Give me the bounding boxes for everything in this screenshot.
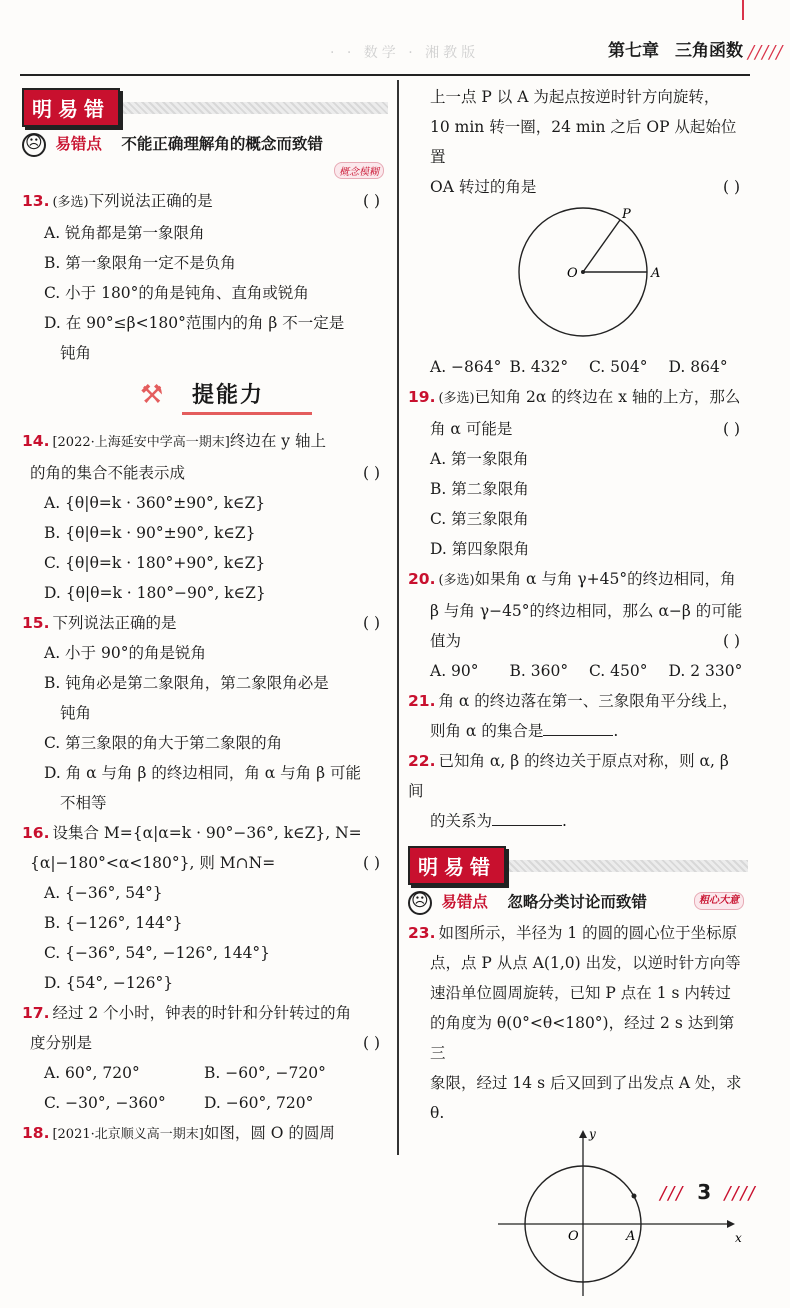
option-a: A. −864° <box>430 358 502 376</box>
label-o: O <box>568 1229 579 1244</box>
x-arrow <box>727 1220 735 1228</box>
option-a: A. 90° <box>430 662 479 680</box>
top-frame <box>0 0 790 28</box>
error-point-2 <box>408 886 748 918</box>
banner-title: 明易错 <box>408 846 506 885</box>
question-number: 14. <box>22 432 50 450</box>
question-stem: 已知角 2α 的终边在 x 轴的上方，那么 <box>474 388 741 406</box>
option-c: C. 第三象限角 <box>430 510 529 528</box>
question-stem: 如果角 α 与角 γ+45°的终边相同，角 <box>474 570 736 588</box>
question-20 <box>408 564 748 686</box>
banner-bar <box>468 860 748 872</box>
question-line: 速沿单位圆周旋转，已知 P 点在 1 s 内转过 <box>430 984 731 1002</box>
question-tag: (多选) <box>438 391 475 406</box>
column-divider <box>397 80 399 1155</box>
question-stem: 下列说法正确的是 <box>88 192 213 210</box>
question-18-continued <box>408 82 748 382</box>
wrench-icon: ⚒ <box>140 380 164 410</box>
option-b: B. 432° <box>509 358 569 376</box>
y-arrow <box>579 1130 587 1138</box>
question-stem: 已知角 α, β 的终边关于原点对称，则 α, β 间 <box>408 752 729 800</box>
option-d: D. {θ|θ=k · 180°−90°, k∈Z} <box>44 584 266 602</box>
point-p <box>632 1194 637 1199</box>
error-label: 易错点 <box>55 135 102 153</box>
question-tag: (多选) <box>52 195 89 210</box>
option-c: C. −30°, −360° <box>44 1094 166 1112</box>
label-o: O <box>567 266 578 281</box>
option-b: B. 360° <box>509 662 569 680</box>
answer-paren: ( ) <box>362 854 380 872</box>
question-source: [2021·北京顺义高一期末] <box>52 1127 204 1142</box>
question-number: 15. <box>22 614 50 632</box>
answer-paren: ( ) <box>362 192 380 210</box>
option-c: C. 504° <box>589 358 648 376</box>
answer-paren: ( ) <box>362 1034 380 1052</box>
question-13 <box>22 186 388 368</box>
question-22 <box>408 746 748 836</box>
frame-line <box>742 0 744 20</box>
option-a: A. {−36°, 54°} <box>44 884 163 902</box>
option-c: C. {−36°, 54°, −126°, 144°} <box>44 944 271 962</box>
option-b: B. 钝角必是第二象限角，第二象限角必是 <box>44 674 329 692</box>
question-number: 21. <box>408 692 436 710</box>
option-b: B. {θ|θ=k · 90°±90°, k∈Z} <box>44 524 256 542</box>
question-line: 上一点 P 以 A 为起点按逆时针方向旋转， <box>430 88 720 106</box>
question-15 <box>22 608 388 818</box>
right-column <box>408 82 748 1298</box>
left-column <box>22 88 388 1150</box>
question-stem: 终边在 y 轴上 <box>229 432 326 450</box>
label-a: A <box>626 1229 636 1244</box>
option-a: A. 60°, 720° <box>44 1064 140 1082</box>
sad-face-icon <box>22 133 46 157</box>
question-21 <box>408 686 748 746</box>
question-stem: 如图，圆 O 的圆周 <box>203 1124 335 1142</box>
stamp-label: 粗心大意 <box>694 892 744 910</box>
option-c: C. 小于 180°的角是钝角、直角或锐角 <box>44 284 309 302</box>
ability-title: 提能力 <box>192 383 265 408</box>
circle-diagram <box>408 202 748 352</box>
footer-stripes-left: /// <box>660 1183 685 1204</box>
question-number: 16. <box>22 824 50 842</box>
question-number: 23. <box>408 924 436 942</box>
banner-ming-yi-cuo-2 <box>408 846 748 886</box>
option-d: D. 第四象限角 <box>430 540 530 558</box>
label-y: y <box>589 1128 596 1141</box>
banner-title: 明易错 <box>22 88 120 127</box>
option-d-cont: 不相等 <box>60 794 107 812</box>
question-line: 如图所示，半径为 1 的圆的圆心位于坐标原 <box>438 924 738 942</box>
sad-face-icon <box>408 891 432 915</box>
question-stem: 下列说法正确的是 <box>52 614 177 632</box>
question-number: 19. <box>408 388 436 406</box>
answer-paren: ( ) <box>722 632 740 650</box>
error-text: 不能正确理解角的概念而致错 <box>121 135 323 153</box>
error-text: 忽略分类讨论而致错 <box>507 893 647 911</box>
option-c: C. 450° <box>589 662 648 680</box>
question-source: [2022·上海延安中学高一期末] <box>52 435 230 450</box>
page-number: 3 <box>697 1180 712 1204</box>
chapter-number: 第七章 <box>608 41 659 61</box>
question-17 <box>22 998 388 1118</box>
question-line: 的角度为 θ(0°<θ<180°)，经过 2 s 达到第三 <box>430 1014 735 1062</box>
option-d: D. 2 330° <box>668 662 743 680</box>
answer-paren: ( ) <box>722 178 740 196</box>
option-b: B. 第二象限角 <box>430 480 529 498</box>
answer-paren: ( ) <box>362 614 380 632</box>
question-18 <box>22 1118 388 1150</box>
question-stem-cont: 的角的集合不能表示成 <box>30 464 186 482</box>
label-p: P <box>622 207 631 222</box>
banner-ming-yi-cuo <box>22 88 388 128</box>
figure-unit-circle <box>408 1128 748 1298</box>
option-b-cont: 钝角 <box>60 704 92 722</box>
question-stem: 经过 2 个小时，钟表的时针和分针转过的角 <box>52 1004 352 1022</box>
question-line: 点，点 P 从点 A(1,0) 出发，以逆时针方向等 <box>430 954 741 972</box>
label-a: A <box>651 266 661 281</box>
question-stem-cont: 值为 <box>430 632 462 650</box>
option-d: D. −60°, 720° <box>204 1094 314 1112</box>
question-14 <box>22 426 388 608</box>
figure-circle <box>408 202 748 352</box>
option-a: A. {θ|θ=k · 360°±90°, k∈Z} <box>44 494 266 512</box>
answer-blank[interactable] <box>492 809 562 826</box>
segment-op <box>583 220 620 272</box>
unit-circle-diagram <box>408 1128 748 1298</box>
question-stem-cont: 的关系为 <box>430 812 493 830</box>
question-stem-cont: {α|−180°<α<180°}, 则 M∩N= <box>30 854 276 872</box>
question-19 <box>408 382 748 564</box>
answer-paren: ( ) <box>722 420 740 438</box>
answer-blank[interactable] <box>543 719 613 736</box>
question-number: 17. <box>22 1004 50 1022</box>
header-ghost-text: · · 数学 · 湘教版 <box>330 45 480 61</box>
question-tag: (多选) <box>438 573 475 588</box>
option-a: A. 小于 90°的角是锐角 <box>44 644 206 662</box>
question-stem-cont: 度分别是 <box>30 1034 93 1052</box>
question-stem-cont: β 与角 γ−45°的终边相同，那么 α−β 的可能 <box>430 602 743 620</box>
question-line: OA 转过的角是 <box>430 178 537 196</box>
option-d: D. {54°, −126°} <box>44 974 174 992</box>
option-d: D. 在 90°≤β<180°范围内的角 β 不一定是 <box>44 314 345 332</box>
center-point <box>581 270 585 274</box>
option-b: B. {−126°, 144°} <box>44 914 183 932</box>
question-23 <box>408 918 748 1298</box>
question-number: 13. <box>22 192 50 210</box>
error-label: 易错点 <box>441 893 488 911</box>
header-stripes: ///// <box>748 42 784 63</box>
option-c: C. {θ|θ=k · 180°+90°, k∈Z} <box>44 554 266 572</box>
question-stem: 设集合 M={α|α=k · 90°−36°, k∈Z}, N= <box>52 824 362 842</box>
period: . <box>613 722 619 740</box>
ability-underline <box>182 412 312 415</box>
question-stem: 角 α 的终边落在第一、三象限角平分线上， <box>438 692 738 710</box>
option-b: B. 第一象限角一定不是负角 <box>44 254 236 272</box>
option-d-cont: 钝角 <box>60 344 92 362</box>
page-header <box>0 28 790 80</box>
question-16 <box>22 818 388 998</box>
header-rule <box>20 74 750 76</box>
question-number: 20. <box>408 570 436 588</box>
banner-bar <box>82 102 388 114</box>
option-a: A. 锐角都是第一象限角 <box>44 224 205 242</box>
chapter-title: 三角函数 <box>675 41 743 61</box>
question-line: 象限，经过 14 s 后又回到了出发点 A 处，求 θ. <box>430 1074 742 1122</box>
question-line: 10 min 转一圈，24 min 之后 OP 从起始位置 <box>430 118 737 166</box>
answer-paren: ( ) <box>362 464 380 482</box>
question-number: 18. <box>22 1124 50 1142</box>
error-point <box>22 128 388 160</box>
question-number: 22. <box>408 752 436 770</box>
option-d: D. 864° <box>668 358 728 376</box>
label-x: x <box>735 1231 742 1245</box>
option-c: C. 第三象限的角大于第二象限的角 <box>44 734 283 752</box>
option-a: A. 第一象限角 <box>430 450 529 468</box>
page-footer <box>660 1180 757 1204</box>
question-stem-cont: 则角 α 的集合是 <box>430 722 544 740</box>
stamp-label: 概念模糊 <box>334 162 384 179</box>
option-b: B. −60°, −720° <box>204 1064 326 1082</box>
chapter-heading <box>608 36 759 61</box>
option-d: D. 角 α 与角 β 的终边相同，角 α 与角 β 可能 <box>44 764 362 782</box>
footer-stripes-right: //// <box>724 1183 757 1204</box>
period: . <box>562 812 567 830</box>
question-stem-cont: 角 α 可能是 <box>430 420 513 438</box>
ability-heading <box>22 368 388 426</box>
